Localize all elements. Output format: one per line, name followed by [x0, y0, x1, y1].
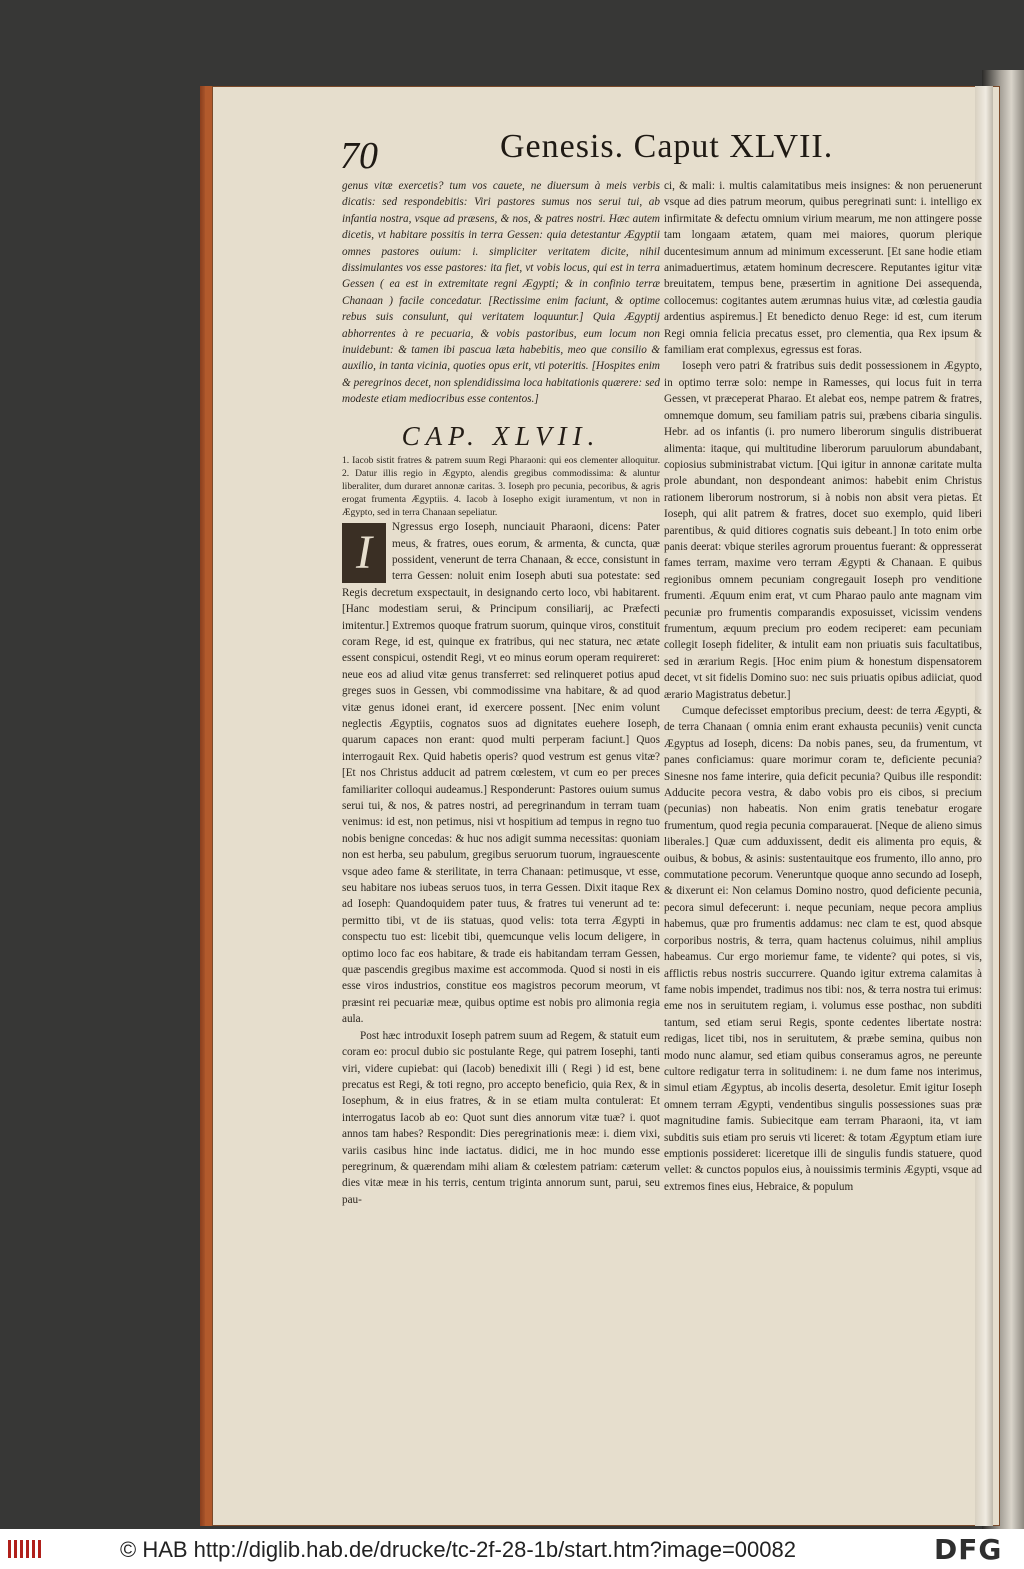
right-body-paragraph-2: Ioseph vero patri & fratribus suis dedit possessionem in Ægypto, in optimo terræ solo: nempe in Ramesses, qui locus fuit in terra Gessen, vt præceperat Pharao. Et alebat eos, nempe patrem & fratres, omnemque domum, seu familiam patris sui, præbens cibaria singulis. Hebr. ad os infantis (i. pro numero liberorum singulis distribuerat alimenta: itaque, qui multitudine liberorum paruulorum abundabant, copiosius subministrabat victum. [Qui igitur in annonæ caritate multa prole abundant, non despondeant animos: habebit enim Christus rationem liberorum nostrorum, si à nobis non absit vera pietas. Et Ioseph, qui alit patrem & fratres, docet suo exemplo, quid liberi parentibus, & quid ditiores cognatis suis debeant.] In toto enim orbe panis deerat: vbique steriles agrorum prouentus fuerant: & oppresserat fames terram, maxime vero terram Ægypti & Chanaan. E quibus regionibus omnem pecuniam congregauit Ioseph pro venditione frumenti. Æquum enim erat, vt cum Pharao paulo ante magnam vim pecuniæ pro frumentis comparandis exposuisset, vicissim vendens frumentum, æquum precium pro eodem reciperet: eam pecuniam collegit Ioseph fideliter, & intulit eam non priuatis suis facultatibus, sed in ærarium Regis. [Hoc enim pium & honestum dispensatorem decet, vt sit fidelis Domino suo: nec suis priuatis opibus adiiciat, quod ærario Magistratus debetur.] — [664, 360, 982, 701]
right-body-paragraph-1: ci, & mali: i. multis calamitatibus meis insignes: & non peruenerunt vsque ad dies patrum meorum, quibus peregrinati sunt: i. intelligo ex infirmitate & defectu omnium virium mearum, me non attingere posse tam longaam ætatem, quam mei maiores, quorum plerique ducentesimum annum ad minimum excesserunt. [Et sane hodie etiam animaduertimus, ætatem hominum decrescere. Reputantes igitur vitæ breuitatem, tempus bene, præsertim in agnitione Dei assequenda, collocemus: cogitantes autem ærumnas huius vitæ, ad cœlestia gaudia ardentius aspiremus.] Et benedicto denuo Rege: id est, cum iterum Regi omnia felicia precatus esset, pro clementia, qua Rex ipsum & familiam erat complexus, egressus est foras. — [664, 180, 982, 357]
left-opening-paragraph: genus vitæ exercetis? tum vos cauete, ne diuersum à meis verbis dicatis: sed respondebitis: Viri pastores sumus nos serui tui, ab infantia nostra, vsque ad præsens, & nos, & patres nostri. Hæc autem dicetis, vt habitare possitis in terra Gessen: quia detestantur Ægyptii omnes pastores ouium: i. simpliciter veritatem dicite, nihil dissimulantes vos esse pastores: ita fiet, vt vobis locus, qui est in terra Gessen ( ea est in extremitate regni Ægypti; & in confinio terræ Chanaan ) facile concedatur. [Rectissime enim faciunt, & optime rebus suis consulunt, qui veritatem loquuntur.] Quia Ægyptij abhorrentes à re pecuaria, & vobis pastoribus, eum locum non inuidebunt: & tamen ibi pascua læta habebitis, meo que consilio & auxilio, in tanta vicinia, quoties opus erit, vti poteritis. [Hospites enim & peregrinos decet, non splendidissima loca habitationis quærere: sed modeste etiam mediocribus esse contentos.] — [342, 180, 660, 406]
page-number: 70 — [340, 135, 378, 177]
viewer-footer — [0, 1529, 1024, 1569]
dfg-logo: DFG — [934, 1533, 1003, 1566]
chapter-summary: 1. Iacob sistit fratres & patrem suum Regi Pharaoni: qui eos clementer alloquitur. 2. Datur illis regio in Ægypto, alendis gregibus commodissima: & aluntur liberaliter, dum duraret annonæ caritas. 3. Ioseph pro pecunia, pecoribus, & agris erogat frumenta Ægyptiis. 4. Iacob à Iosepho exigit iuramentum, vt non in Ægypto, sed in terra Chanaan sepeliatur. — [342, 455, 660, 519]
left-body-paragraph-2: Post hæc introduxit Ioseph patrem suum ad Regem, & statuit eum coram eo: procul dubio sic postulante Rege, qui patrem Iosephi, tanti viri, videre cupiebat: qui (Iacob) benedixit illi ( Regi ) id est, bene precatus est Regi, & toti regno, pro accepto beneficio, quia Rex, & in Iosephum, & in eius fratres, & in se etiam multa contulerat: Et interrogatus Iacob ab eo: Quot sunt dies annorum vitæ tuæ? i. quot annos tam habes? Respondit: Dies peregrinationis meæ: i. diem vixi, variis casibus hinc inde iactatus. didici, me in hoc mundo esse peregrinum, & quærendam mihi aliam & cœlestem patriam: cæterum dies vitæ meæ in his terris, centum triginta annorum sunt, parui, seu pau- — [342, 1029, 660, 1206]
right-text-column — [664, 178, 982, 1195]
decorated-initial: I — [342, 523, 386, 583]
left-body-paragraph-1: Ngressus ergo Ioseph, nunciauit Pharaoni, dicens: Pater meus, & fratres, oues eorum, & armenta, & cuncta, quæ possident, venerunt de terra Chanaan, & ecce, consistunt in terra Gessen: noluit enim Ioseph abuti sua potestate: sed Regis decretum exspectauit, in designando certo loco, vbi habitarent. [Hanc modestiam serui, & Principum consiliarij, ac Præfecti imitentur.] Extremos quoque fratrum suorum, quinque viros, constituit coram Rege, id est, quinque ex fratribus, qui nec statura, nec ætate essent conspicui, ostendit Regi, vt eo minus eorum operam requireret: neue eos ad aliud vitæ genus transferret: sed relinqueret potius apud greges suos in Gessen, vbi commodissime vna habitare, & ad quod vitæ genus idonei erant, id exercere possent. [Nec enim volunt neglectis Ægyptiis, cognatos suos ad dignitates euehere Ioseph, quarum capaces non erant: quod multi perperam faciunt.] Quos interrogauit Rex. Quid habetis operis? quod vestrum est genus vitæ? [Et nos Christus adducit ad patrem cœlestem, vt cum eo per preces familiariter colloqui audeamus.] Responderunt: Pastores ouium sumus serui tui, & nos, & patres nostri, ad peregrinandum in terram tuam venimus: id est, non petimus, nisi vt hospitium ad tempus in regno tuo nobis benigne concedas: & huc nos adigit summa necessitas: quoniam non est herba, seu pabulum, gregibus seruorum tuorum, ingrauescente vsque adeo fame & sterilitate, in terra Chanaan: petimusque, vt esse, seu habitare nos iubeas seruos tuos, in terra Gessen. Dixit itaque Rex ad Ioseph: Quandoquidem pater tuus, & fratres tui venerunt ad te: permitto tibi, vt de iis statuas, quod velis: tota terra Ægypti in conspectu tuo est: licebit tibi, quemcunque velis locum deligere, in optimo loco fac eos habitare, & trade eis habitandam terram Gessen, quæ pascendis gregibus maxime est accommoda. Quod si nosti in eis esse viros industrios, constitue eos magistros pecorum meorum, vt præsint rei pecuariæ meæ, quibus optime est nobis pro alimonia regia aula. — [342, 521, 660, 1026]
page-header — [340, 128, 980, 176]
running-title: Genesis. Caput XLVII. — [500, 128, 834, 165]
chapter-heading: CAP. XLVII. — [401, 420, 601, 451]
left-text-column — [342, 178, 660, 1208]
hab-logo-icon — [6, 1537, 48, 1561]
source-url-link[interactable]: © HAB http://diglib.hab.de/drucke/tc-2f-28-1b/start.htm?image=00082 — [120, 1537, 796, 1562]
right-body-paragraph-3: Cumque defecisset emptoribus precium, deest: de terra Ægypti, & de terra Chanaan ( omnia enim erant exhausta pecuniis) venit cuncta Ægyptus ad Ioseph, dicens: Da nobis panes, seu, da frumentum, vt panes conficiamus: quare morimur coram te, deficiente pecunia? Sinesne nos fame interire, quia deficit pecunia? Quibus ille respondit: Adducite pecora vestra, & dabo vobis pro eis cibos, si precium (pecunias) non habeatis. Non enim gratis tenebatur erogare frumentum, quod regia pecunia comparauerat. [Neque de alieno simus liberales.] Quæ cum adduxissent, dedit eis alimenta pro equis, & ouibus, & bobus, & asinis: sustentauitque eos frumento, illo anno, pro commutatione pecorum. Veneruntque quoque anno secundo ad Ioseph, & dixerunt ei: Non celamus Domino nostro, quod deficiente pecunia, pecora simul defecerunt: i. neque pecuniam, neque pecora amplius habemus, quæ pro frumentis addamus: nec clam te est, quod absque corporibus nostris, & terra, quam hactenus coluimus, nihil amplius habeamus. Cur ergo moriemur fame, te vidente? qui potes, si vis, afflictis rebus nostris succurrere. Quando igitur extrema calamitas à fame nobis impendet, tradimus nos tibi: nos, & terra nostra tui erimus: eme nos in seruitutem regiam, i. volumus esse posthac, non subditi tantum, sed etiam serui Regis, sponte cedentes libertate nostra: redigas, licet tibi, nos in seruitutem, & præbe semina, quibus non modo nunc alamur, sed etiam quibus conseramus agros, ne pereunte cultore redigatur terra in solitudinem: i. ne dum fame nos interimus, simul etiam Ægyptus, ab incolis deserta, desoletur. Emit igitur Ioseph omnem terram Ægypti, vendentibus singulis possessiones suas præ magnitudine famis. Subiecitque eam terram Pharaoni, ita, vt iam subditis suis etiam pro seruis vti liceret: & totam Ægyptum etiam iure emptionis possideret: liceretque illi de singulis fundis statuere, quod vellet: & cunctos populos eius, à nouissimis terminis Ægypti, vsque ad extremos fines eius, Hebraice, & populum — [664, 705, 982, 1193]
